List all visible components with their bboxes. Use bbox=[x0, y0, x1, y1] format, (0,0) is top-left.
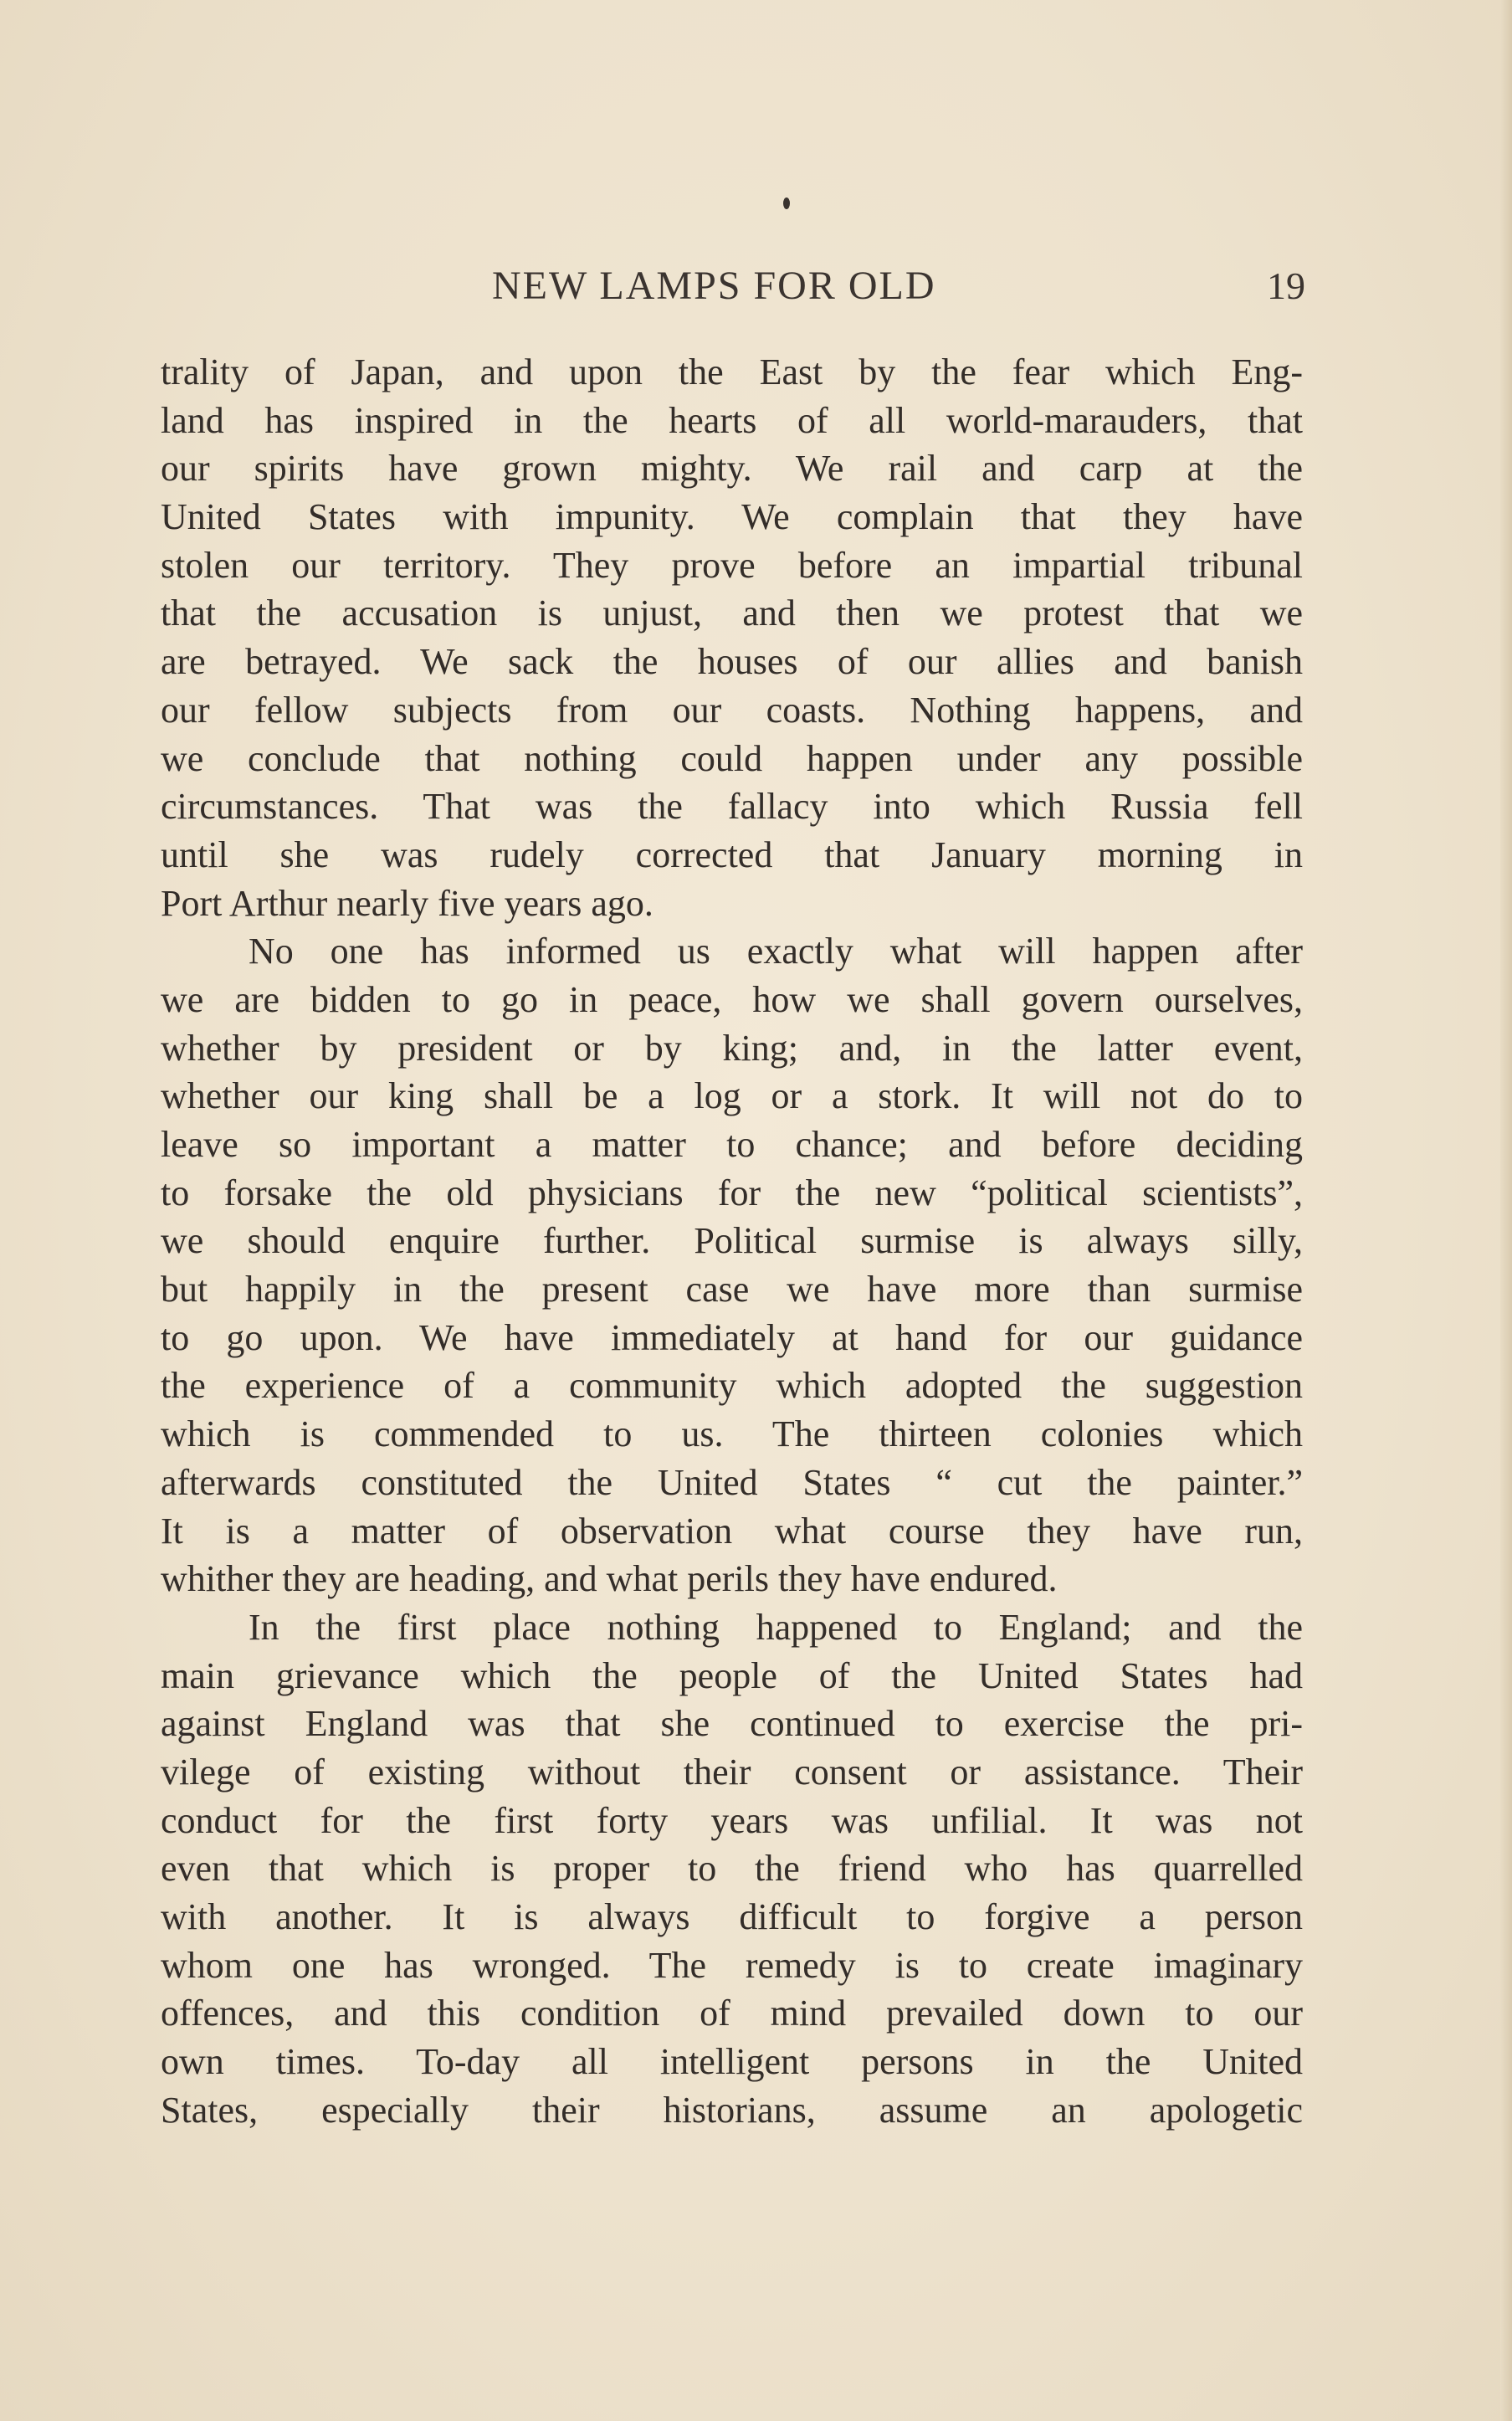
text-line: stolen our territory. They prove before an impartial tribunal bbox=[161, 544, 1303, 586]
paragraph-start-line: No one has informed us exactly what will happen after bbox=[249, 931, 1303, 972]
text-line: It is a matter of observation what course they have run, bbox=[161, 1510, 1303, 1552]
text-line: we are bidden to go in peace, how we shall govern ourselves, bbox=[161, 978, 1303, 1020]
text-line: own times. To-day all intelligent persons in the United bbox=[161, 2041, 1303, 2083]
text-line: afterwards constituted the United States “ cut the painter.” bbox=[161, 1461, 1303, 1503]
text-line: circumstances. That was the fallacy into which Russia fell bbox=[161, 786, 1303, 828]
text-line: to go upon. We have immediately at hand for our guidance bbox=[161, 1316, 1303, 1358]
text-line: our fellow subjects from our coasts. Nothing happens, and bbox=[161, 689, 1303, 731]
text-line: land has inspired in the hearts of all world-marauders, that bbox=[161, 399, 1303, 441]
text-line: the experience of a community which adopted the suggestion bbox=[161, 1365, 1303, 1407]
text-line: whom one has wronged. The remedy is to create imaginary bbox=[161, 1944, 1303, 1986]
text-line: but happily in the present case we have more than surmise bbox=[161, 1269, 1303, 1311]
page-header bbox=[159, 261, 1305, 311]
text-line: are betrayed. We sack the houses of our allies and banish bbox=[161, 641, 1303, 683]
text-line: until she was rudely corrected that January morning in bbox=[161, 834, 1303, 875]
text-line: Port Arthur nearly five years ago. bbox=[161, 882, 653, 924]
text-line: conduct for the first forty years was unfilial. It was not bbox=[161, 1799, 1303, 1841]
running-title: NEW LAMPS FOR OLD bbox=[492, 264, 936, 308]
text-line: we should enquire further. Political surmise is always silly, bbox=[161, 1220, 1303, 1262]
paragraph-start-line: In the first place nothing happened to England; and the bbox=[249, 1606, 1303, 1648]
text-line: against England was that she continued to exercise the pri- bbox=[161, 1703, 1303, 1745]
text-line: which is commended to us. The thirteen colonies which bbox=[161, 1413, 1303, 1455]
ink-mark bbox=[783, 197, 790, 209]
text-line: even that which is proper to the friend who has quarrelled bbox=[161, 1848, 1303, 1890]
text-line: our spirits have grown mighty. We rail and carp at the bbox=[161, 448, 1303, 490]
text-line: with another. It is always difficult to forgive a person bbox=[161, 1896, 1303, 1937]
page-edge bbox=[1500, 0, 1512, 2421]
text-line: we conclude that nothing could happen under any possible bbox=[161, 737, 1303, 779]
body-text bbox=[161, 348, 1303, 2134]
text-line: main grievance which the people of the United States had bbox=[161, 1654, 1303, 1696]
text-line: whether by president or by king; and, in the latter event, bbox=[161, 1027, 1303, 1069]
text-line: whether our king shall be a log or a stork. It will not do to bbox=[161, 1075, 1303, 1117]
text-line: that the accusation is unjust, and then we protest that we bbox=[161, 592, 1303, 634]
text-line: trality of Japan, and upon the East by the fear which Eng- bbox=[161, 351, 1303, 392]
text-line: leave so important a matter to chance; and before deciding bbox=[161, 1124, 1303, 1165]
text-line: offences, and this condition of mind prevailed down to our bbox=[161, 1993, 1303, 2034]
text-line: States, especially their historians, assume an apologetic bbox=[161, 2089, 1303, 2131]
page-number: 19 bbox=[1267, 264, 1305, 307]
text-line: United States with impunity. We complain that they have bbox=[161, 496, 1303, 538]
text-line: to forsake the old physicians for the new “political scientists”, bbox=[161, 1172, 1303, 1213]
text-line: whither they are heading, and what perils they have endured. bbox=[161, 1558, 1058, 1600]
text-line: vilege of existing without their consent or assistance. Their bbox=[161, 1751, 1303, 1793]
